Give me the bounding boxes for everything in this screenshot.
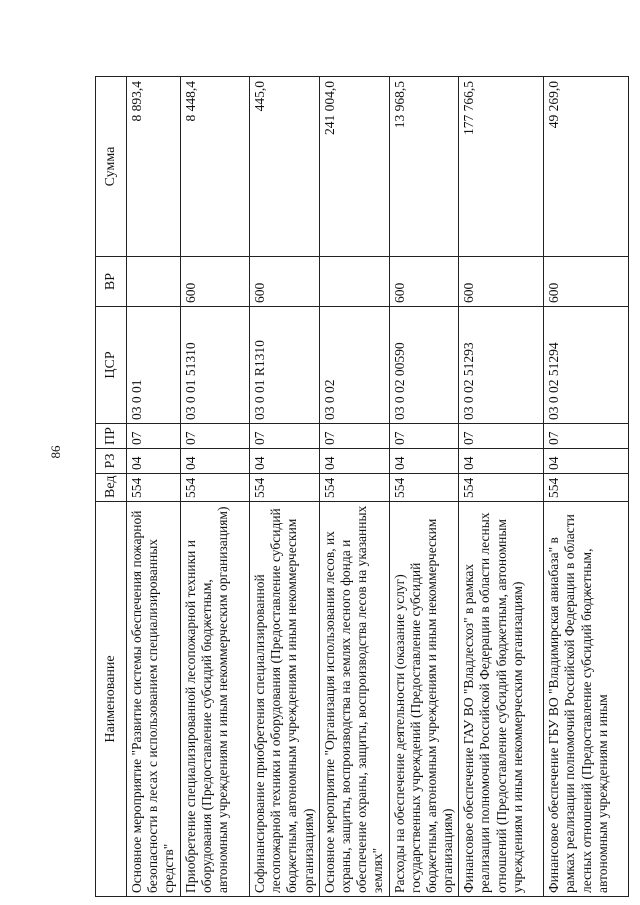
cell-pr: 07: [250, 424, 320, 449]
cell-rz: 04: [319, 449, 389, 474]
cell-ved: 554: [544, 474, 629, 502]
cell-sum: 445,0: [250, 77, 320, 257]
table-row: [250, 77, 320, 897]
header-csr: ЦСР: [96, 307, 127, 424]
cell-csr: 03 0 02 51293: [459, 307, 544, 424]
cell-pr: 07: [319, 424, 389, 449]
cell-ved: 554: [127, 474, 181, 502]
page-number: 86: [48, 445, 63, 459]
cell-name: Софинансирование приобретения специализированной лесопожарной техники и оборудования (Предоставление субсидий бюджетным, автономным учреждениям и иным некоммерческим организациям): [250, 502, 320, 897]
header-sum: Сумма: [96, 77, 127, 257]
cell-name: Финансовое обеспечение ГБУ ВО "Владимирская авиабаза" в рамках реализации полномочий Российской Федерации в области лесных отношений (Предоставление субсидий бюджетным, автономным учреждениям и иным: [544, 502, 629, 897]
cell-name: Финансовое обеспечение ГАУ ВО "Владлесхоз" в рамках реализации полномочий Российской Федерации в области лесных отношений (Предоставление субсидий бюджетным, автономным учреждениям и иным некоммерческим организациям): [459, 502, 544, 897]
cell-ved: 554: [181, 474, 250, 502]
header-pr: ПР: [96, 424, 127, 449]
cell-sum: 49 269,0: [544, 77, 629, 257]
cell-name: Приобретение специализированной лесопожарной техники и оборудования (Предоставление субсидий бюджетным, автономным учреждениям и иным некоммерческим организациям): [181, 502, 250, 897]
cell-vr: 600: [250, 257, 320, 307]
table-row: [459, 77, 544, 897]
cell-sum: 13 968,5: [389, 77, 459, 257]
cell-vr: 600: [544, 257, 629, 307]
cell-ved: 554: [250, 474, 320, 502]
cell-csr: 03 0 01 R1310: [250, 307, 320, 424]
cell-rz: 04: [389, 449, 459, 474]
cell-rz: 04: [181, 449, 250, 474]
cell-pr: 07: [181, 424, 250, 449]
cell-rz: 04: [250, 449, 320, 474]
cell-name: Расходы на обеспечение деятельности (оказание услуг) государственных учреждений (Предоставление субсидий бюджетным, автономным учреждениям и иным некоммерческим организациям): [389, 502, 459, 897]
cell-sum: 177 766,5: [459, 77, 544, 257]
cell-csr: 03 0 02: [319, 307, 389, 424]
budget-table: [95, 76, 629, 897]
cell-sum: 8 448,4: [181, 77, 250, 257]
cell-pr: 07: [459, 424, 544, 449]
cell-ved: 554: [389, 474, 459, 502]
cell-vr: [319, 257, 389, 307]
cell-sum: 241 004,0: [319, 77, 389, 257]
header-vr: ВР: [96, 257, 127, 307]
table-row: [389, 77, 459, 897]
table-row: [319, 77, 389, 897]
cell-ved: 554: [319, 474, 389, 502]
cell-ved: 554: [459, 474, 544, 502]
cell-pr: 07: [389, 424, 459, 449]
cell-csr: 03 0 02 51294: [544, 307, 629, 424]
cell-name: Основное мероприятие "Организация использования лесов, их охраны, защиты, воспроизводства на землях лесного фонда и обеспечение охраны, защиты, воспроизводства лесов на указанных землях": [319, 502, 389, 897]
table-row: [544, 77, 629, 897]
cell-vr: 600: [181, 257, 250, 307]
header-rz: РЗ: [96, 449, 127, 474]
cell-vr: 600: [459, 257, 544, 307]
cell-rz: 04: [459, 449, 544, 474]
rotated-page-content: [95, 77, 640, 897]
cell-csr: 03 0 01: [127, 307, 181, 424]
cell-name: Основное мероприятие "Развитие системы обеспечения пожарной безопасности в лесах с использованием специализированных средств": [127, 502, 181, 897]
table-row: [181, 77, 250, 897]
cell-vr: [127, 257, 181, 307]
header-name: Наименование: [96, 502, 127, 897]
table-header-row: [96, 77, 127, 897]
cell-pr: 07: [544, 424, 629, 449]
cell-sum: 8 893,4: [127, 77, 181, 257]
cell-csr: 03 0 02 00590: [389, 307, 459, 424]
cell-rz: 04: [544, 449, 629, 474]
header-ved: Вед: [96, 474, 127, 502]
cell-csr: 03 0 01 51310: [181, 307, 250, 424]
cell-vr: 600: [389, 257, 459, 307]
cell-rz: 04: [127, 449, 181, 474]
cell-pr: 07: [127, 424, 181, 449]
table-row: [127, 77, 181, 897]
